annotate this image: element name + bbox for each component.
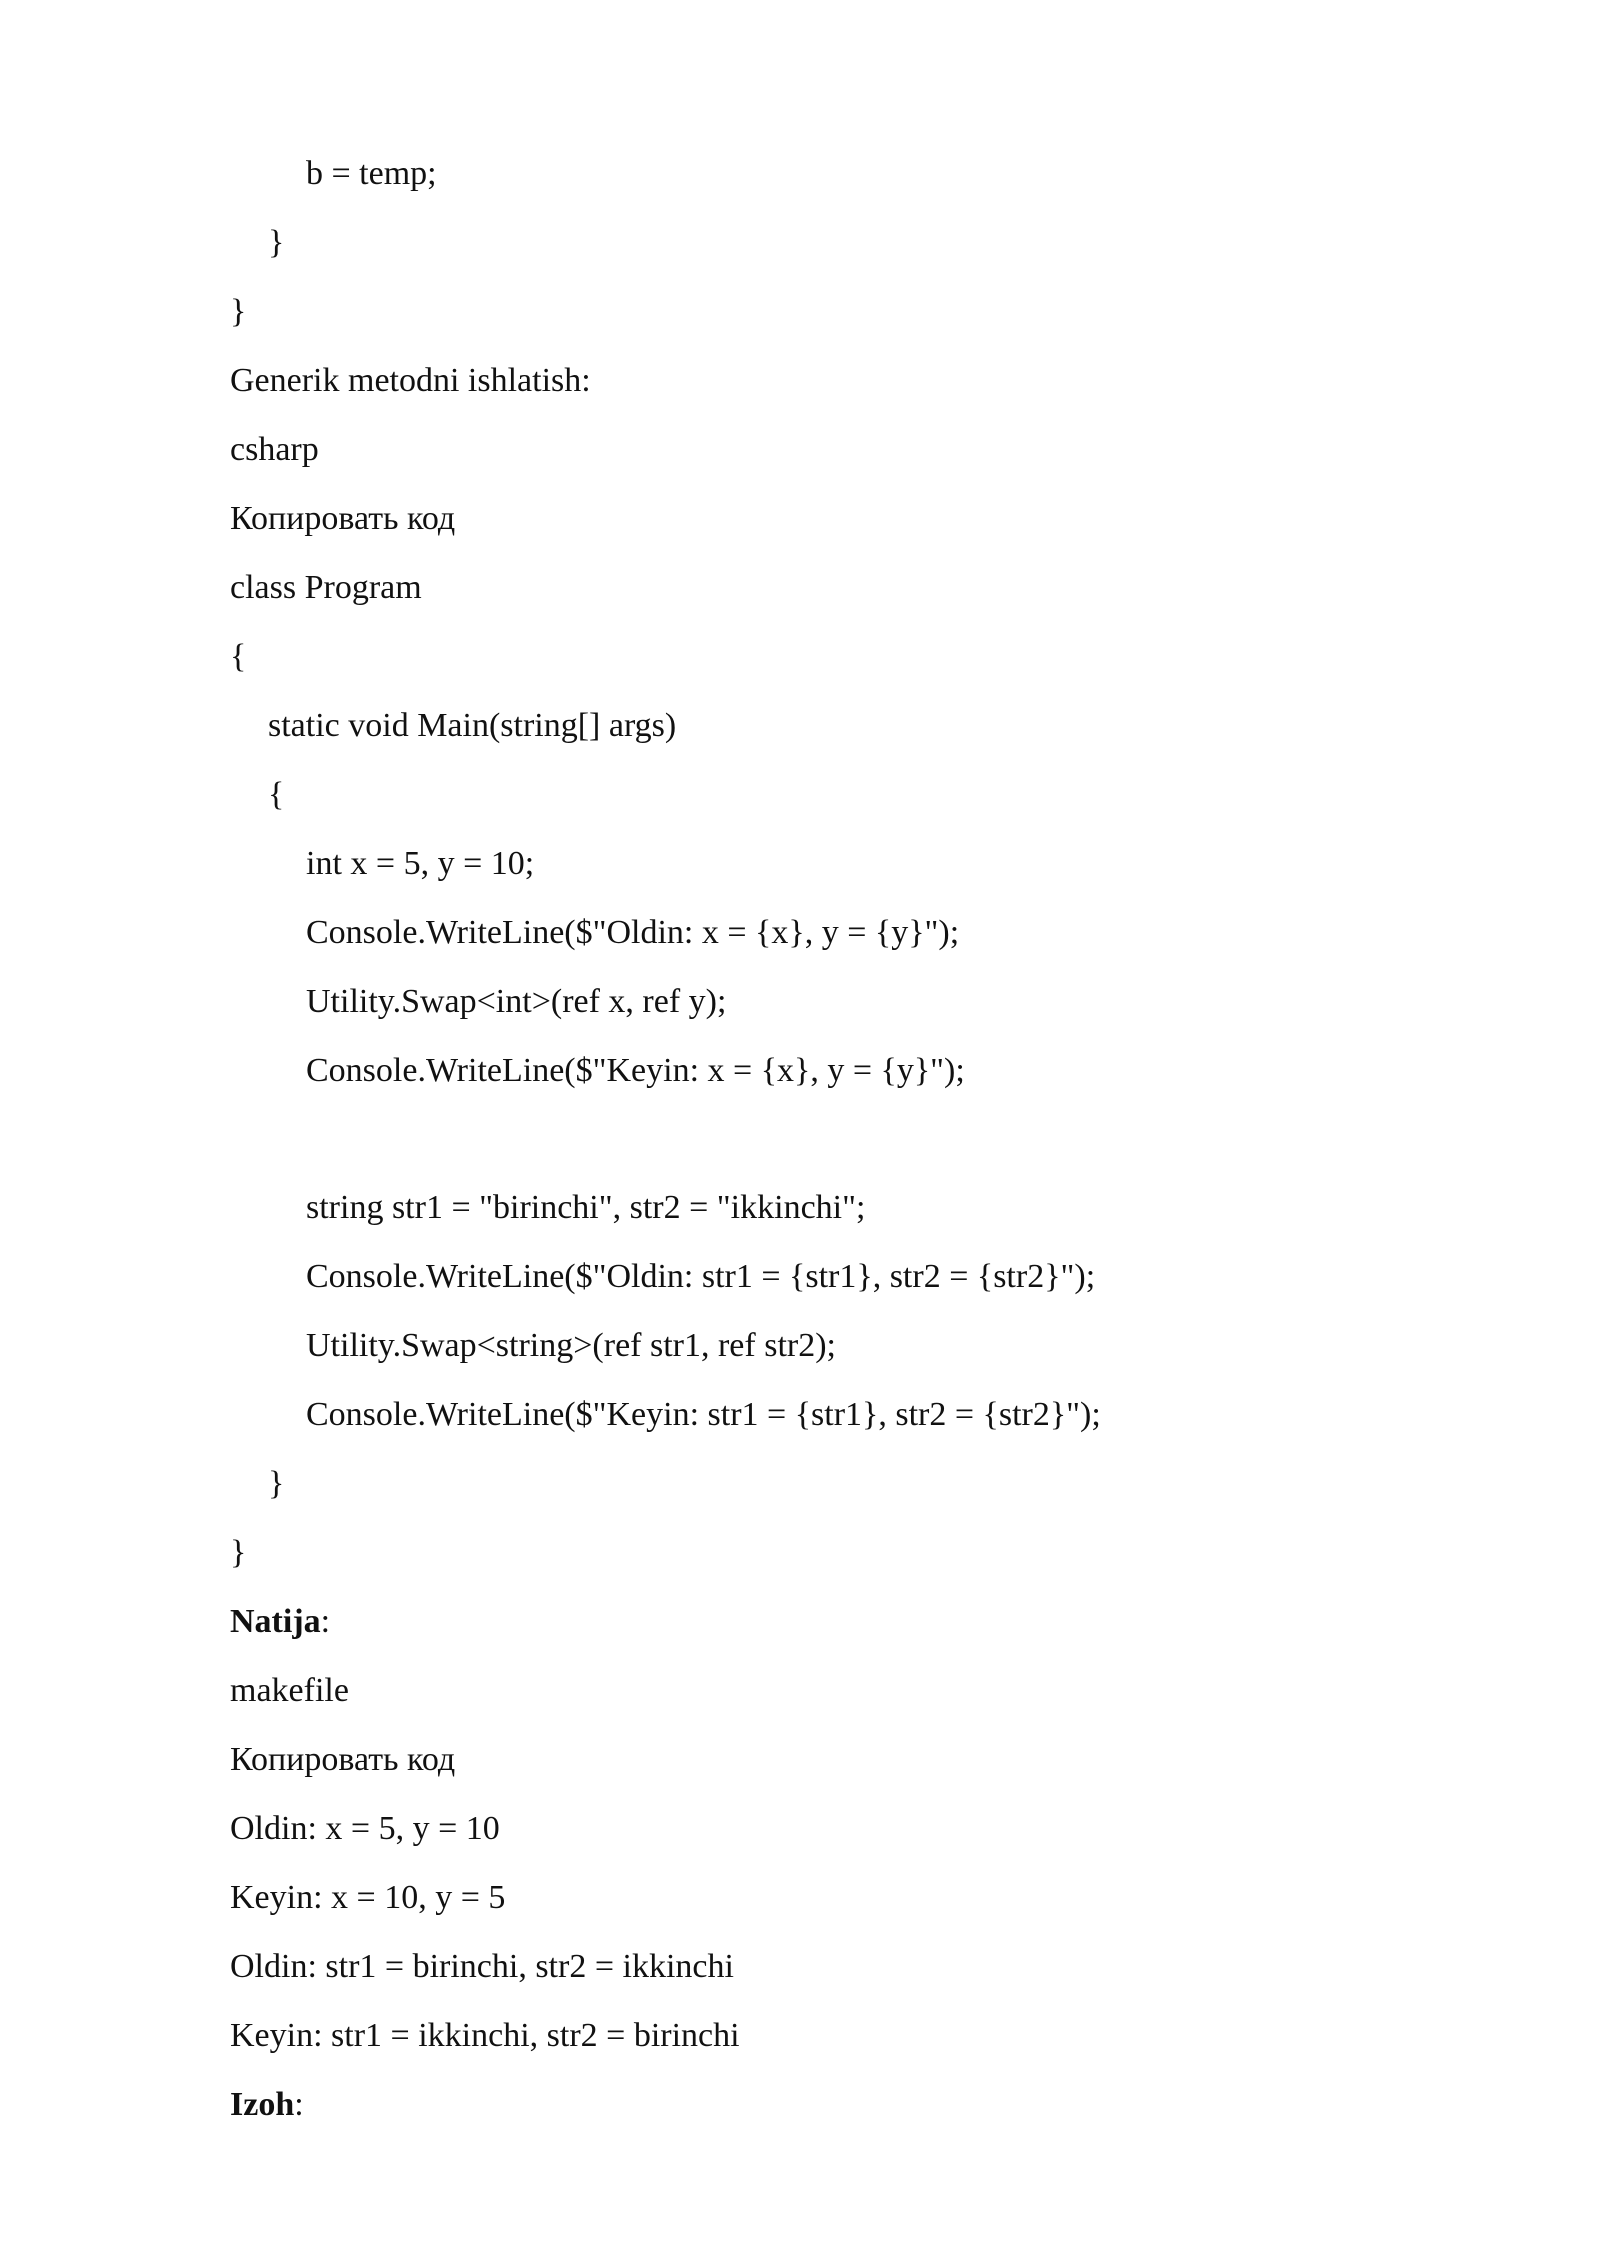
code-line: {: [230, 638, 247, 675]
izoh-heading-colon: :: [294, 2086, 304, 2123]
natija-heading-text: Natija: [230, 1603, 321, 1640]
code-line: static void Main(string[] args): [268, 707, 677, 744]
code-language-label: makefile: [230, 1672, 349, 1709]
copy-code-label: Копировать код: [230, 500, 456, 537]
code-line: }: [230, 1534, 247, 1571]
code-line: b = temp;: [306, 155, 437, 192]
code-line: string str1 = "birinchi", str2 = "ikkinchi";: [306, 1189, 866, 1226]
izoh-heading: [230, 2085, 304, 2125]
output-line: Oldin: x = 5, y = 10: [230, 1810, 500, 1847]
copy-code-label: Копировать код: [230, 1741, 456, 1778]
code-line: int x = 5, y = 10;: [306, 845, 535, 882]
code-line: {: [268, 776, 285, 813]
code-line: Console.WriteLine($"Keyin: str1 = {str1}, str2 = {str2}");: [306, 1396, 1101, 1433]
izoh-heading-text: Izoh: [230, 2086, 295, 2123]
code-line: Console.WriteLine($"Oldin: str1 = {str1}, str2 = {str2}");: [306, 1258, 1096, 1295]
output-line: Keyin: str1 = ikkinchi, str2 = birinchi: [230, 2017, 740, 2054]
code-line: Console.WriteLine($"Oldin: x = {x}, y = {y}");: [306, 914, 960, 951]
code-line: }: [230, 293, 247, 330]
natija-heading-colon: :: [320, 1603, 331, 1640]
code-line: class Program: [230, 569, 422, 606]
code-line: }: [268, 1465, 285, 1502]
code-line: Utility.Swap<string>(ref str1, ref str2);: [306, 1327, 836, 1364]
code-language-label: csharp: [230, 431, 319, 468]
code-line: Console.WriteLine($"Keyin: x = {x}, y = {y}");: [306, 1052, 965, 1089]
output-line: Keyin: x = 10, y = 5: [230, 1879, 506, 1916]
section-text: Generik metodni ishlatish:: [230, 362, 591, 399]
code-line: Utility.Swap<int>(ref x, ref y);: [306, 983, 727, 1020]
output-line: Oldin: str1 = birinchi, str2 = ikkinchi: [230, 1948, 734, 1985]
code-line: }: [268, 224, 285, 261]
natija-heading: [230, 1602, 330, 1642]
